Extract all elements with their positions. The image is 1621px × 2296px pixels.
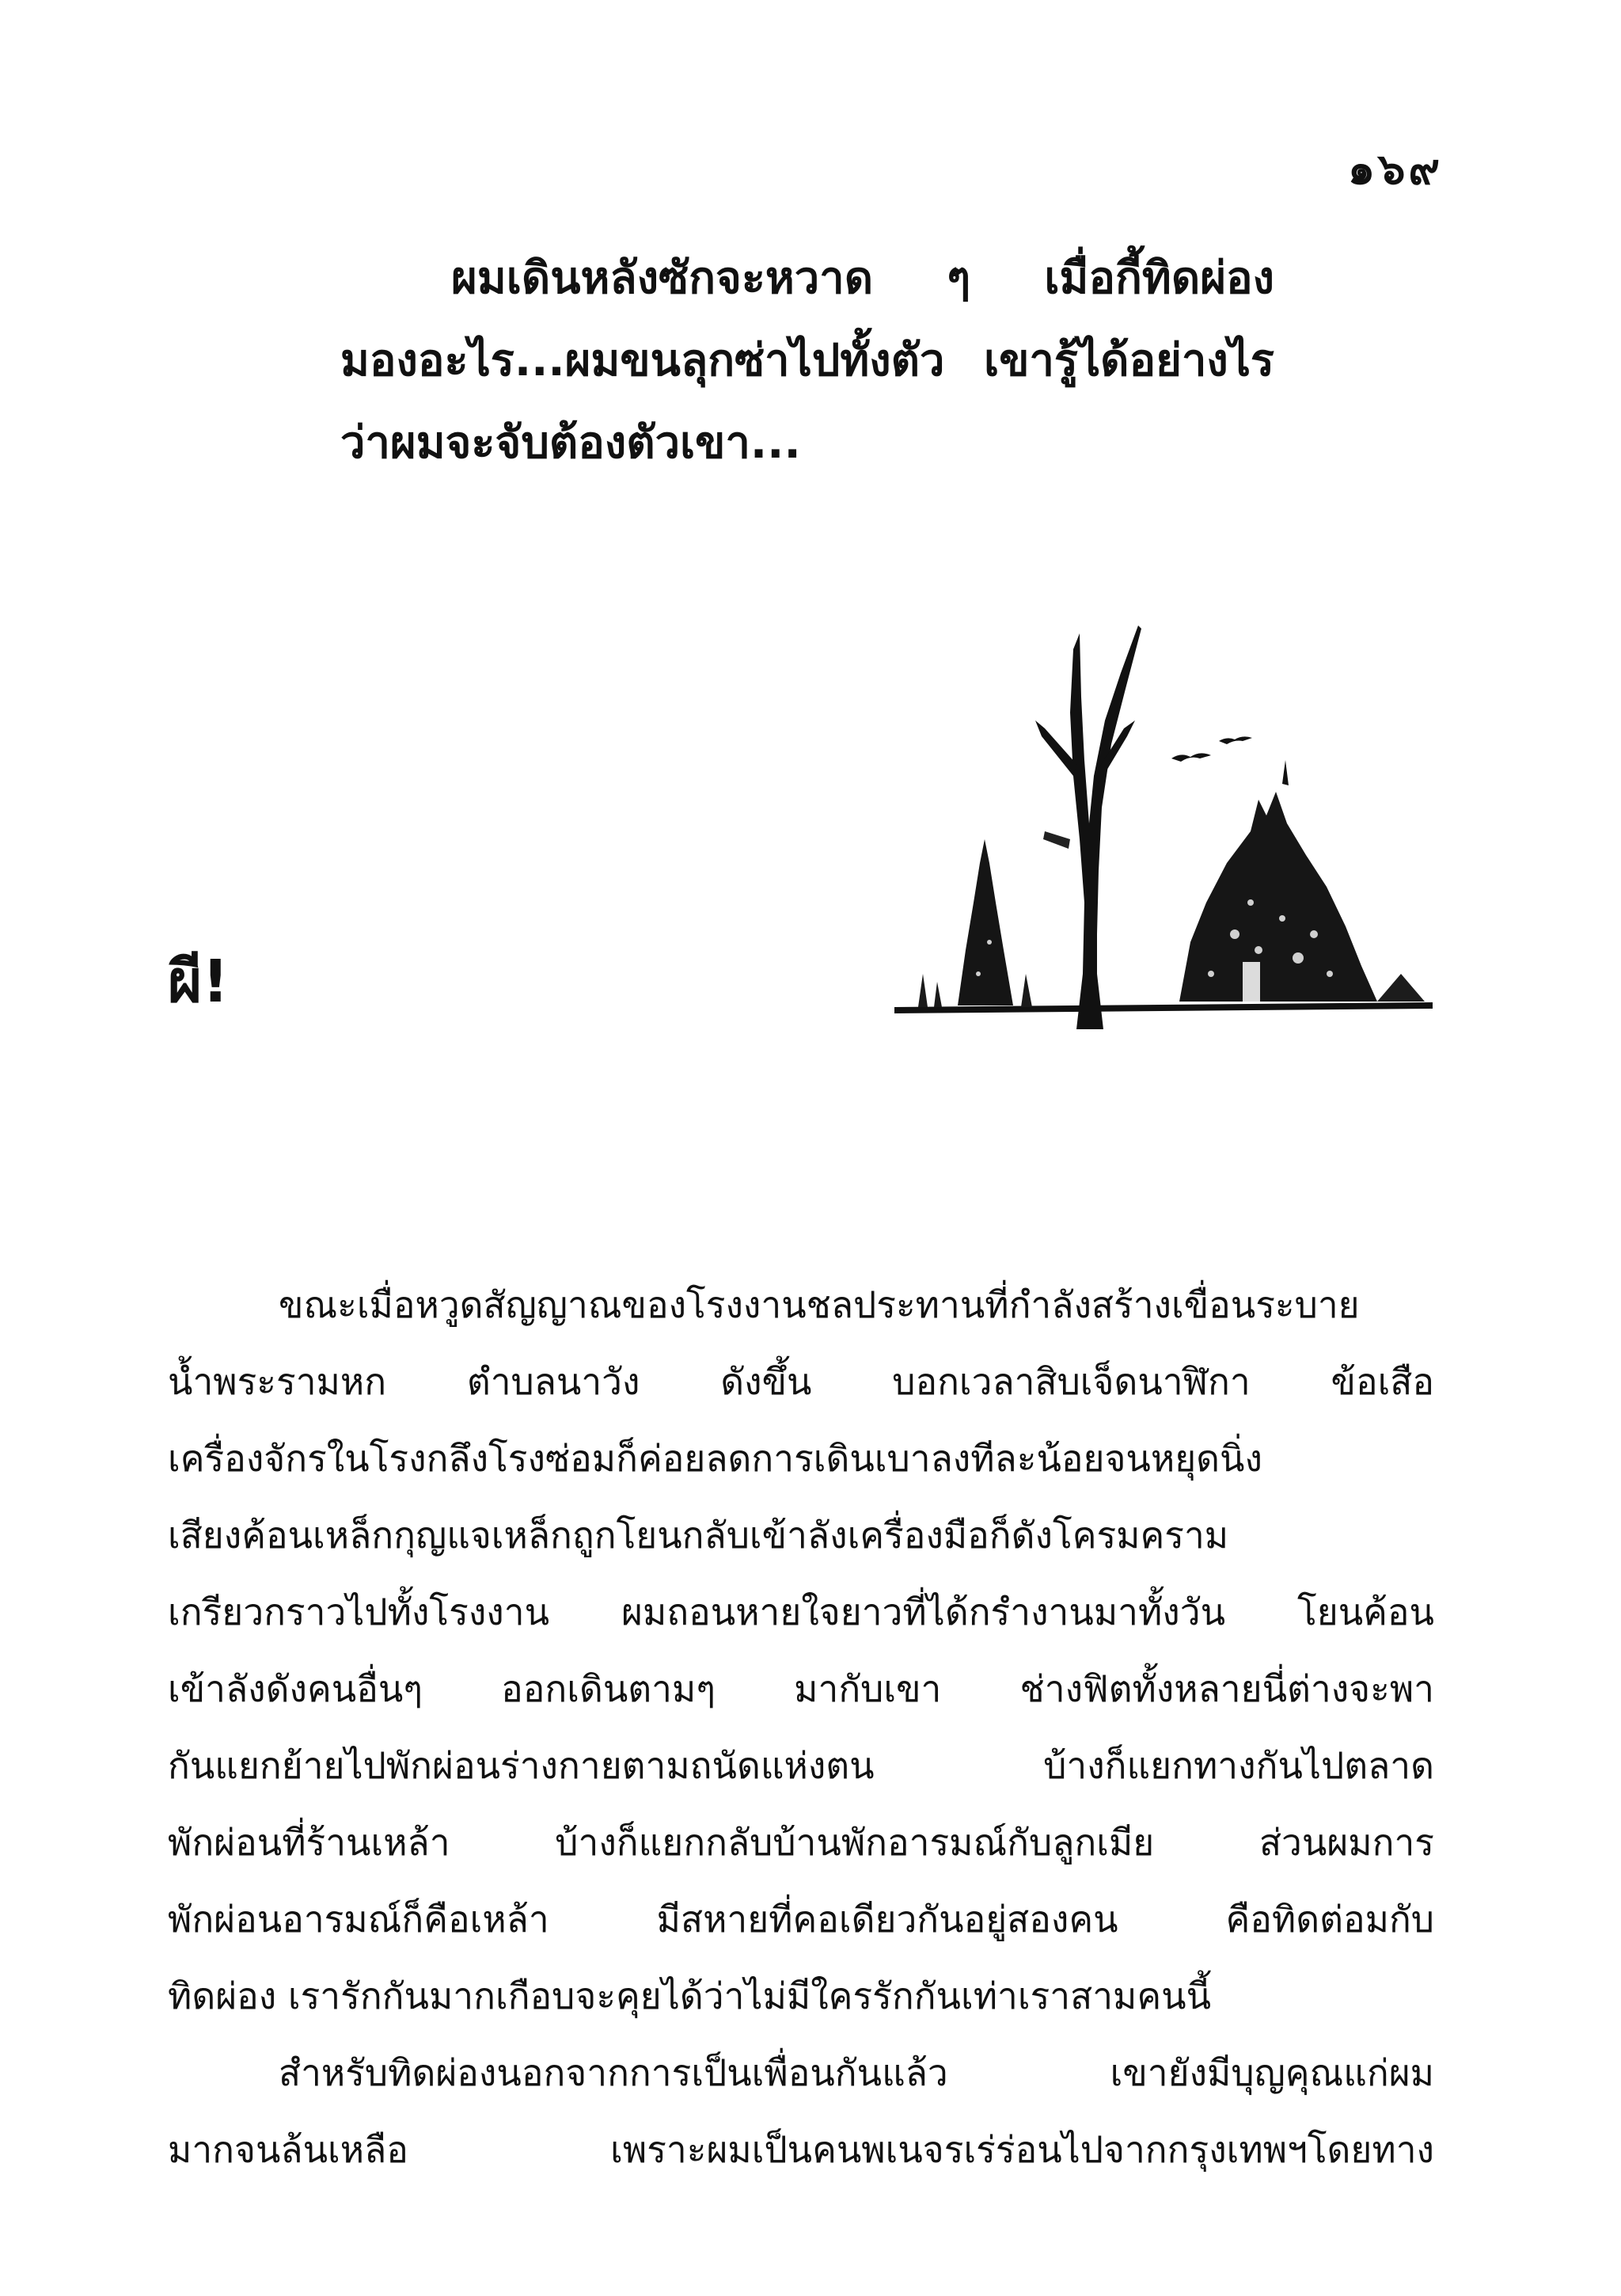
body-line: ขณะเมื่อหวูดสัญญาณของโรงงานชลประทานที่กำลังสร้างเขื่อนระบาย xyxy=(279,1283,1360,1326)
body-line: สำหรับทิดผ่องนอกจากการเป็นเพื่อนกันแล้ว เขายังมีบุญคุณแก่ผม xyxy=(279,2051,1434,2094)
bird-shape xyxy=(1219,736,1252,744)
body-line: มากจนล้นเหลือ เพราะผมเป็นคนพเนจรเร่ร่อนไปจากกรุงเทพฯโดยทาง xyxy=(168,2128,1434,2171)
dead-tree-shape xyxy=(1070,625,1141,1029)
epigraph-line: ว่าผมจะจับต้องตัวเขา... xyxy=(340,417,801,469)
epigraph-line: ผมเดินหลังซักจะหวาด ๆ เมื่อกี้ทิดผ่อง xyxy=(451,253,1274,304)
temple-tree-illustration xyxy=(886,602,1441,1045)
body-text xyxy=(168,1267,1434,2188)
epigraph-line: มองอะไร...ผมขนลุกซ่าไปทั้งตัว เขารู้ได้อย่างไร xyxy=(340,335,1274,386)
epigraph xyxy=(340,238,1274,485)
left-chedi-shape xyxy=(958,839,1013,1005)
body-line: เกรียวกราวไปทั้งโรงงาน ผมถอนหายใจยาวที่ได้กรำงานมาทั้งวัน โยนค้อน xyxy=(168,1591,1434,1633)
body-line: พักผ่อนอารมณ์ก็คือเหล้า มีสหายที่คอเดียวกันอยู่สองคน คือทิดต่อมกับ xyxy=(168,1898,1434,1941)
body-line: ทิดผ่อง เรารักกันมากเกือบจะคุยได้ว่าไม่มีใครรักกันเท่าเราสามคนนี้ xyxy=(168,1975,1212,2017)
chapter-title: ผี! xyxy=(168,948,230,1016)
body-line: น้ำพระรามหก ตำบลนาวัง ดังขึ้น บอกเวลาสิบเจ็ดนาฬิกา ข้อเสือ xyxy=(168,1360,1434,1403)
temple-door-shape xyxy=(1243,962,1260,1002)
bird-shape xyxy=(1171,753,1211,762)
temple-shape xyxy=(1179,792,1377,1002)
body-line: เสียงค้อนเหล็กกุญแจเหล็กถูกโยนกลับเข้าลังเครื่องมือก็ดังโครมคราม xyxy=(168,1514,1229,1557)
body-line: เครื่องจักรในโรงกลึงโรงซ่อมก็ค่อยลดการเดินเบาลงทีละน้อยจนหยุดนิ่ง xyxy=(168,1437,1262,1480)
body-line: เข้าลังดังคนอื่นๆ ออกเดินตามๆ มากับเขา ช่างฟิตทั้งหลายนี่ต่างจะพา xyxy=(168,1667,1434,1710)
page-number: ๑๖๙ xyxy=(1347,144,1443,194)
body-line: กันแยกย้ายไปพักผ่อนร่างกายตามถนัดแห่งตน บ้างก็แยกทางกันไปตลาด xyxy=(168,1744,1434,1787)
body-line: พักผ่อนที่ร้านเหล้า บ้างก็แยกกลับบ้านพักอารมณ์กับลูกเมีย ส่วนผมการ xyxy=(168,1821,1434,1864)
